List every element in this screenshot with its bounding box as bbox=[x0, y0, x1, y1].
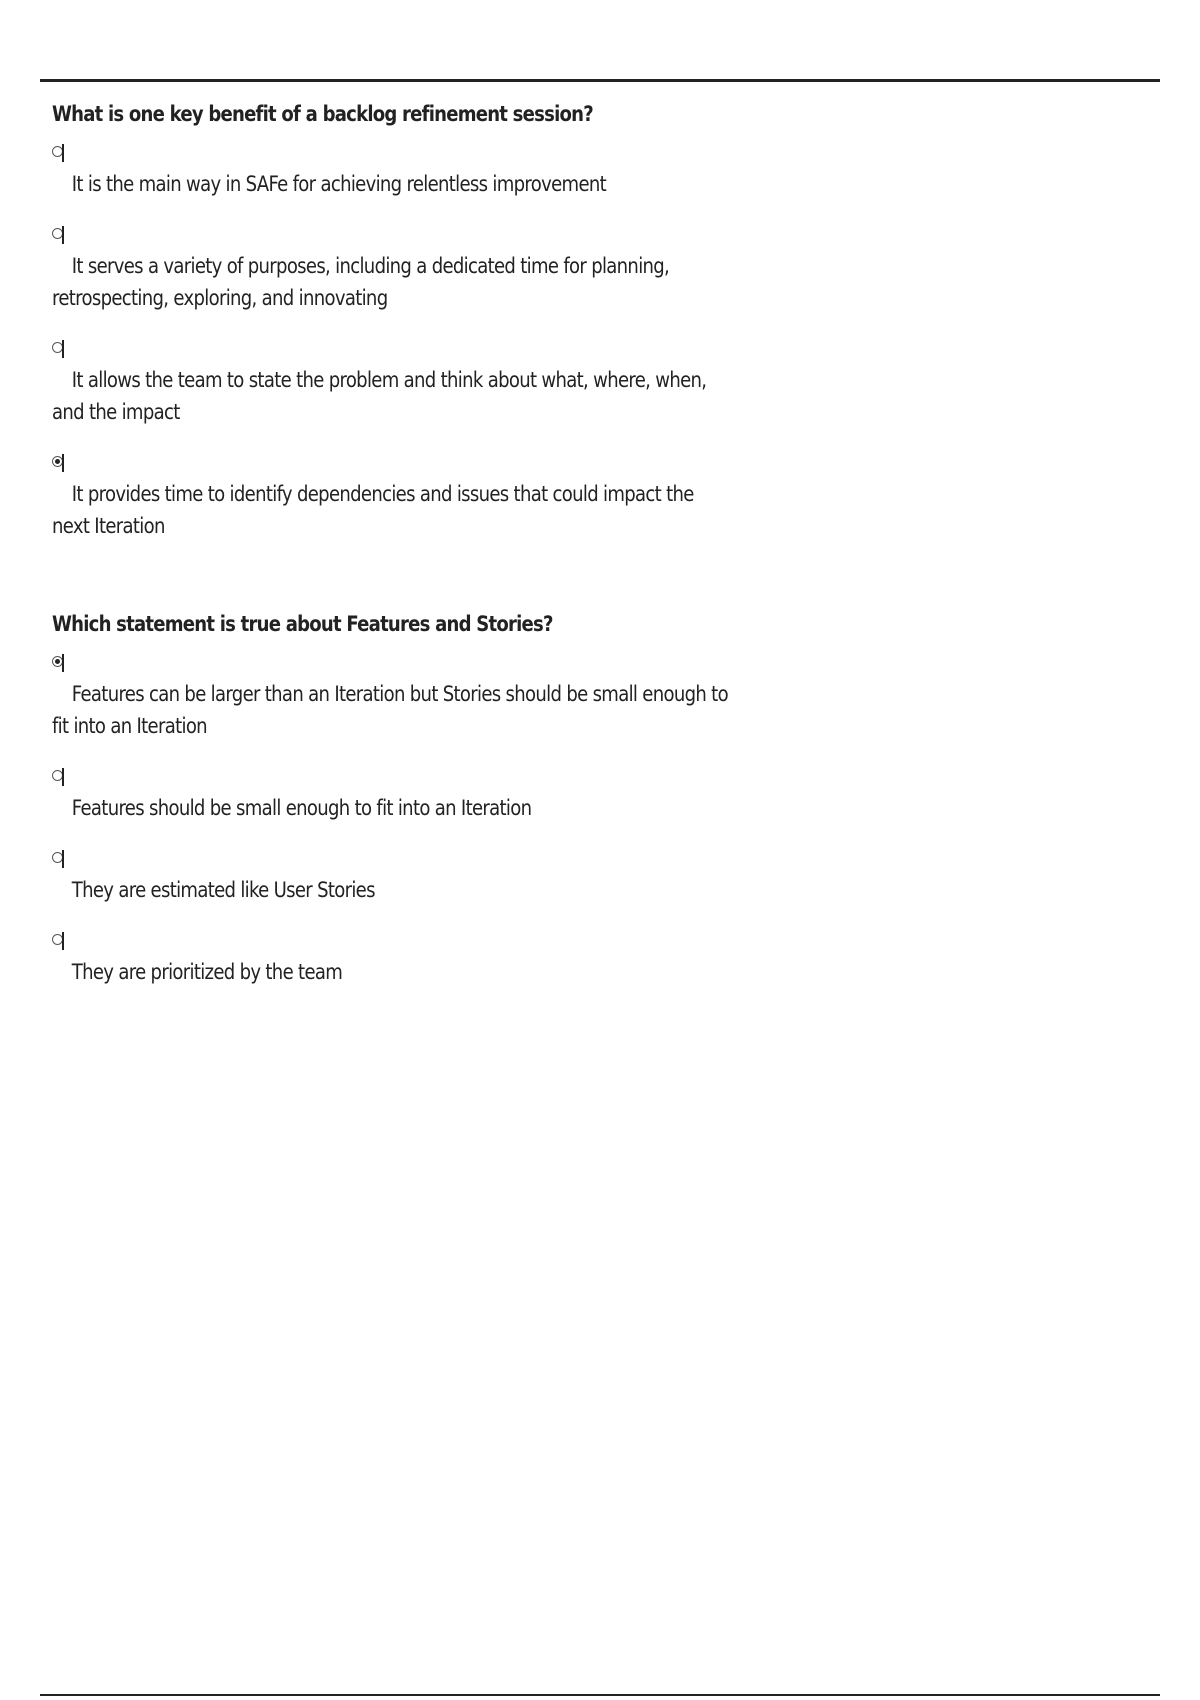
quiz-content bbox=[52, 100, 1152, 1056]
answer-option[interactable] bbox=[52, 452, 1152, 542]
answer-option[interactable] bbox=[52, 224, 1152, 314]
answer-option[interactable] bbox=[52, 338, 1152, 428]
question-title: Which statement is true about Features and Stories? bbox=[52, 612, 553, 636]
answer-label: They are prioritized by the team bbox=[71, 960, 343, 984]
answer-option[interactable] bbox=[52, 848, 1152, 906]
answer-label: It allows the team to state the problem and think about what, where, when, and the impact bbox=[52, 368, 707, 424]
header-divider bbox=[40, 79, 1160, 82]
radio-button[interactable] bbox=[52, 766, 65, 786]
radio-button[interactable] bbox=[52, 142, 65, 162]
radio-button-selected[interactable] bbox=[52, 652, 65, 672]
radio-button[interactable] bbox=[52, 338, 65, 358]
question-title: What is one key benefit of a backlog refinement session? bbox=[52, 102, 593, 126]
radio-button[interactable] bbox=[52, 930, 65, 950]
answer-label: It is the main way in SAFe for achieving relentless improvement bbox=[71, 172, 607, 196]
answer-label: Features can be larger than an Iteration but Stories should be small enough to fit into an Iteration bbox=[52, 682, 728, 738]
answer-label: Features should be small enough to fit into an Iteration bbox=[71, 796, 532, 820]
answer-option[interactable] bbox=[52, 930, 1152, 988]
answer-options bbox=[52, 142, 1152, 542]
answer-label: It serves a variety of purposes, including a dedicated time for planning, retrospecting, exploring, and innovating bbox=[52, 254, 670, 310]
answer-option[interactable] bbox=[52, 766, 1152, 824]
radio-button[interactable] bbox=[52, 224, 65, 244]
radio-button[interactable] bbox=[52, 848, 65, 868]
question-1 bbox=[52, 100, 1152, 542]
answer-label: It provides time to identify dependencies and issues that could impact the next Iteration bbox=[52, 482, 694, 538]
answer-option[interactable] bbox=[52, 142, 1152, 200]
answer-option[interactable] bbox=[52, 652, 1152, 742]
answer-label: They are estimated like User Stories bbox=[71, 878, 375, 902]
question-2 bbox=[52, 610, 1152, 988]
radio-button-selected[interactable] bbox=[52, 452, 65, 472]
answer-options bbox=[52, 652, 1152, 988]
footer-divider bbox=[40, 1694, 1160, 1696]
